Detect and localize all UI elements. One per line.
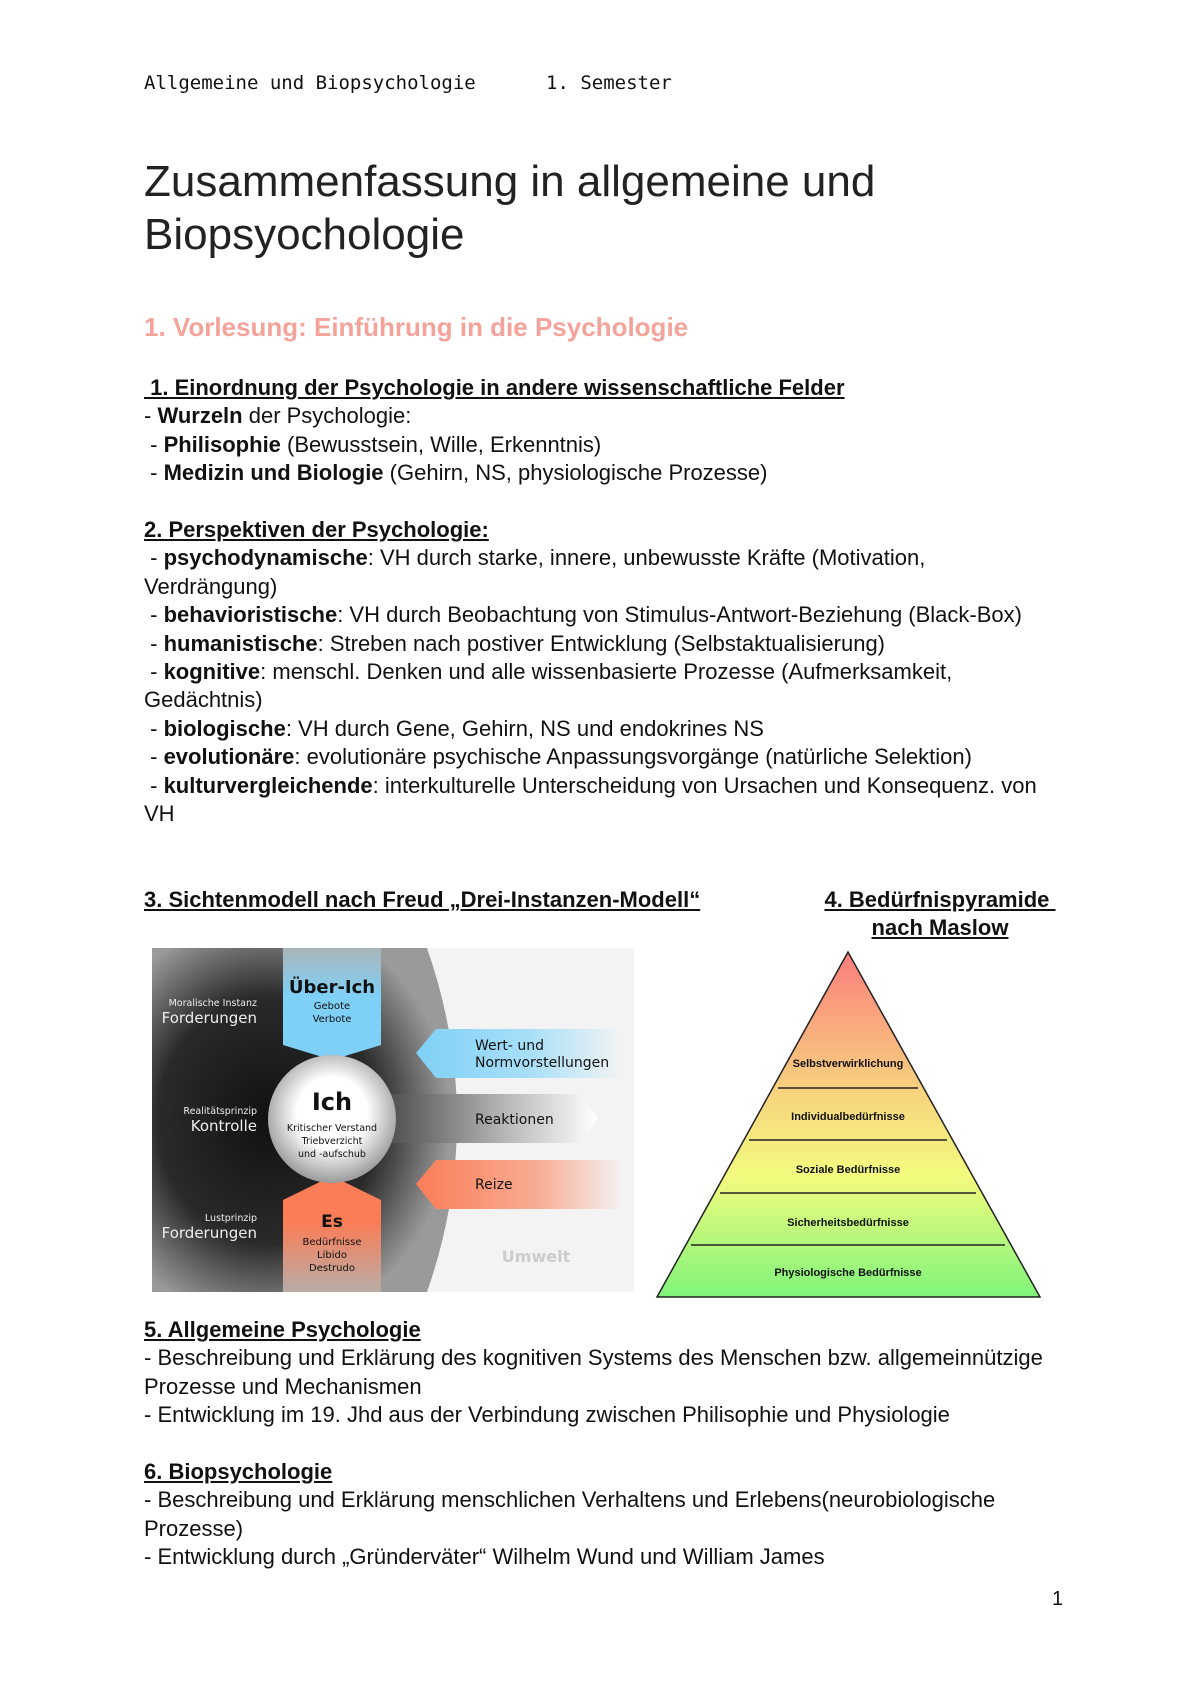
perspective-item: - behavioristische: VH durch Beobachtung von Stimulus-Antwort-Beziehung (Black-Box): [144, 602, 1022, 628]
section-6: [144, 1458, 1064, 1572]
perspective-list: [144, 544, 1064, 828]
section-heading: 2. Perspektiven der Psychologie:: [144, 517, 489, 542]
svg-text:Forderungen: Forderungen: [161, 1224, 257, 1242]
svg-text:Triebverzicht: Triebverzicht: [301, 1136, 363, 1147]
page-number: 1: [1052, 1588, 1064, 1610]
pyramid-level: Individualbedürfnisse: [791, 1111, 905, 1123]
svg-text:Realitätsprinzip: Realitätsprinzip: [183, 1106, 257, 1117]
perspective-term: kognitive: [163, 659, 261, 685]
svg-text:Umwelt: Umwelt: [501, 1247, 571, 1266]
paragraph-line: - Beschreibung und Erklärung menschlichen Verhaltens und Erlebens(neurobiologische Prozesse): [144, 1487, 996, 1541]
perspective-item: - kognitive: menschl. Denken und alle wissenbasierte Prozesse (Aufmerksamkeit, Gedächtnis): [144, 659, 953, 713]
paragraph-line: - Entwicklung durch „Gründerväter“ Wilhelm Wund und William James: [144, 1544, 825, 1570]
header-semester: 1. Semester: [546, 72, 672, 94]
ich-circle: [268, 1055, 396, 1183]
section-2: [144, 516, 1064, 828]
section-heading: 3. Sichtenmodell nach Freud „Drei-Instanzen-Modell“: [144, 887, 701, 912]
section-4-heading: [790, 886, 1090, 943]
section-heading: 6. Biopsychologie: [144, 1459, 333, 1484]
pyramid-level: Soziale Bedürfnisse: [795, 1164, 901, 1176]
svg-text:Ich: Ich: [311, 1088, 353, 1116]
svg-text:Kritischer Verstand: Kritischer Verstand: [286, 1123, 378, 1134]
perspective-item: - kulturvergleichende: interkulturelle Unterscheidung von Ursachen und Konsequenz. von VH: [144, 772, 1037, 827]
page-title: [144, 155, 875, 261]
svg-text:Kontrolle: Kontrolle: [190, 1117, 257, 1135]
section-heading: 5. Allgemeine Psychologie: [144, 1317, 421, 1342]
maslow-pyramid: [650, 945, 1060, 1301]
perspective-term: biologische: [163, 715, 286, 741]
section-heading: 1. Einordnung der Psychologie in andere wissenschaftliche Felder: [144, 375, 845, 400]
perspective-description: : VH durch Beobachtung von Stimulus-Antwort-Beziehung (Black-Box): [337, 602, 1022, 628]
svg-text:Moralische Instanz: Moralische Instanz: [168, 998, 257, 1009]
paragraph-line: - Entwicklung im 19. Jhd aus der Verbindung zwischen Philisophie und Physiologie: [144, 1402, 950, 1428]
perspective-item: - evolutionäre: evolutionäre psychische Anpassungsvorgänge (natürliche Selektion): [144, 744, 972, 770]
svg-text:Bedürfnisse: Bedürfnisse: [302, 1237, 362, 1248]
pyramid-level: Physiologische Bedürfnisse: [774, 1267, 922, 1279]
header-course: Allgemeine und Biopsychologie: [144, 72, 476, 94]
paragraph-line: - Beschreibung und Erklärung des kognitiven Systems des Menschen bzw. allgemeinnützige Prozesse und Mechanismen: [144, 1345, 1043, 1399]
perspective-item: - psychodynamische: VH durch starke, innere, unbewusste Kräfte (Motivation, Verdrängung): [144, 545, 926, 599]
svg-text:Libido: Libido: [317, 1250, 347, 1261]
svg-text:Forderungen: Forderungen: [161, 1009, 257, 1027]
lecture-heading: 1. Vorlesung: Einführung in die Psychologie: [144, 312, 689, 342]
svg-text:Wert- und: Wert- und: [475, 1038, 545, 1054]
pyramid-level: Sicherheitsbedürfnisse: [787, 1217, 909, 1229]
perspective-term: kulturvergleichende: [163, 772, 373, 798]
perspective-term: psychodynamische: [163, 545, 368, 571]
perspective-term: behavioristische: [163, 602, 338, 628]
perspective-description: : evolutionäre psychische Anpassungsvorgänge (natürliche Selektion): [294, 744, 972, 770]
section-heading: 4. Bedürfnispyramide: [824, 887, 1056, 912]
perspective-description: : menschl. Denken und alle wissenbasierte Prozesse (Aufmerksamkeit, Gedächtnis): [144, 659, 953, 713]
perspective-description: : interkulturelle Unterscheidung von Ursachen und Konsequenz. von VH: [144, 772, 1037, 827]
perspective-term: evolutionäre: [163, 744, 295, 770]
svg-text:und -aufschub: und -aufschub: [298, 1149, 366, 1160]
svg-text:Lustprinzip: Lustprinzip: [204, 1213, 257, 1224]
pyramid-level: Selbstverwirklichung: [792, 1058, 904, 1070]
perspective-description: : VH durch starke, innere, unbewusste Kräfte (Motivation, Verdrängung): [144, 545, 926, 599]
perspective-description: : VH durch Gene, Gehirn, NS und endokrines NS: [285, 715, 764, 741]
svg-text:Über-Ich: Über-Ich: [288, 977, 376, 998]
perspective-description: : Streben nach postiver Entwicklung (Selbstaktualisierung): [317, 630, 886, 656]
svg-text:Es: Es: [321, 1212, 343, 1232]
section-heading: nach Maslow: [871, 915, 1009, 941]
title-line: Zusammenfassung in allgemeine und: [144, 157, 876, 206]
perspective-item: - humanistische: Streben nach postiver Entwicklung (Selbstaktualisierung): [144, 630, 886, 656]
section-3-heading: [144, 886, 704, 914]
svg-text:Gebote: Gebote: [313, 1001, 351, 1012]
svg-text:Destrudo: Destrudo: [309, 1263, 355, 1274]
freud-instance-diagram: [152, 948, 634, 1292]
section-5: [144, 1316, 1064, 1430]
title-line: Biopsyochologie: [144, 210, 465, 259]
svg-text:Reaktionen: Reaktionen: [475, 1112, 554, 1128]
section-1: 1. Einordnung der Psychologie in andere wissenschaftliche Felder - Wurzeln der Psychologie: - Philisophie (Bewusstsein, Wille, Erkenntnis) - Medizin und Biologie (Gehirn, NS, physiologische Prozesse): [144, 374, 1064, 488]
svg-text:Verbote: Verbote: [312, 1014, 352, 1025]
svg-text:Reize: Reize: [475, 1177, 513, 1193]
svg-text:Normvorstellungen: Normvorstellungen: [475, 1055, 610, 1071]
perspective-item: - biologische: VH durch Gene, Gehirn, NS und endokrines NS: [144, 715, 764, 741]
perspective-term: humanistische: [163, 630, 318, 656]
